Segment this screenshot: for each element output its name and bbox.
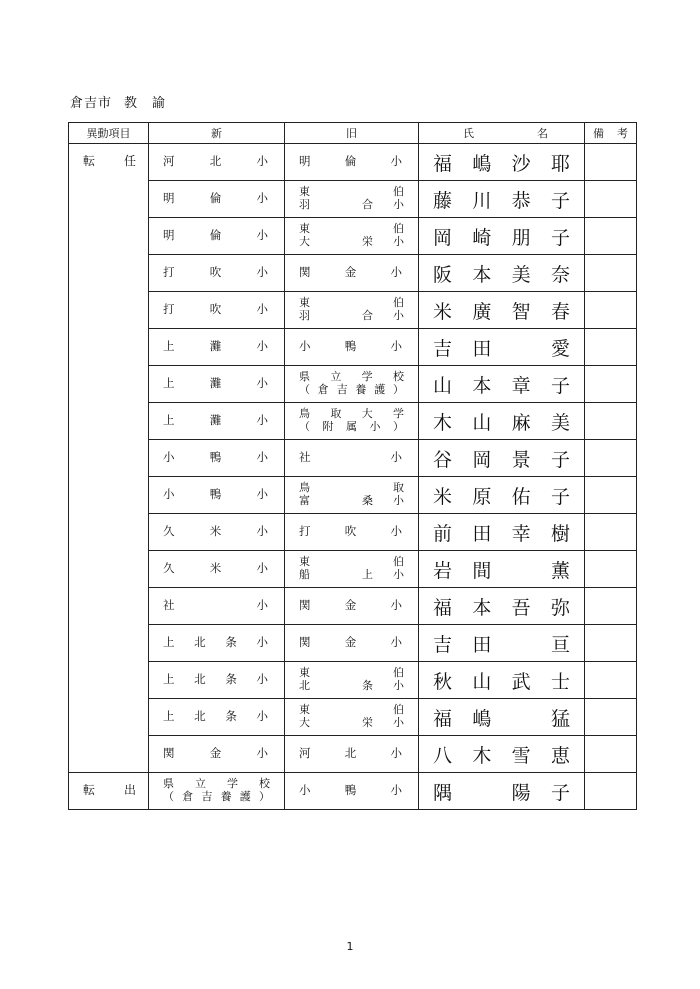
cell-note: [585, 736, 637, 773]
cell-name: [419, 477, 585, 514]
cell-new: [149, 181, 285, 218]
cell-type: [69, 588, 149, 625]
cell-note: [585, 292, 637, 329]
table-row: [69, 625, 637, 662]
new-school: 久 米 小: [163, 561, 268, 576]
cell-new: [149, 329, 285, 366]
cell-note: [585, 477, 637, 514]
cell-note: [585, 699, 637, 736]
cell-note: [585, 366, 637, 403]
table-row: [69, 218, 637, 255]
table-row: [69, 366, 637, 403]
cell-note: [585, 551, 637, 588]
header-old: 旧: [285, 123, 419, 144]
cell-note: [585, 403, 637, 440]
cell-new: [149, 662, 285, 699]
cell-name: [419, 329, 585, 366]
person-name: 吉 田 亘: [433, 633, 570, 656]
table-row: [69, 773, 637, 810]
cell-name: [419, 773, 585, 810]
cell-type: [69, 292, 149, 329]
new-school: [149, 778, 284, 803]
person-name: 前 田 幸 樹: [433, 522, 570, 545]
new-school: 上 北 条 小: [163, 709, 268, 724]
cell-old: [285, 329, 419, 366]
cell-type: [69, 440, 149, 477]
cell-type: [69, 662, 149, 699]
new-school: 明 倫 小: [163, 228, 268, 243]
transfer-type: 転 任: [83, 154, 136, 168]
personnel-table: [68, 122, 637, 810]
new-school: 河 北 小: [163, 154, 268, 169]
old-school: [285, 408, 418, 433]
table-row: [69, 514, 637, 551]
person-name: 阪 本 美 奈: [433, 263, 570, 286]
cell-old: [285, 551, 419, 588]
new-school: 上 灘 小: [163, 413, 268, 428]
cell-name: [419, 625, 585, 662]
person-name: 谷 岡 景 子: [433, 448, 570, 471]
cell-old: [285, 181, 419, 218]
old-school: 明 倫 小: [299, 154, 402, 169]
cell-name: [419, 588, 585, 625]
cell-type: [69, 736, 149, 773]
header-new: 新: [149, 123, 285, 144]
old-school-line1: 県 立 学 校: [299, 370, 404, 384]
table-row: [69, 662, 637, 699]
header-type: 異動項目: [69, 123, 149, 144]
new-school: 小 鴨 小: [163, 487, 268, 502]
person-name: 米 原 佑 子: [433, 485, 570, 508]
cell-old: [285, 514, 419, 551]
cell-type: [69, 218, 149, 255]
cell-old: [285, 218, 419, 255]
table-row: [69, 699, 637, 736]
cell-new: [149, 588, 285, 625]
table-row: [69, 329, 637, 366]
cell-new: [149, 699, 285, 736]
new-school: 関 金 小: [163, 746, 268, 761]
old-school: 東 伯 羽 合 小: [299, 296, 404, 322]
cell-old: [285, 699, 419, 736]
old-school: 小 鴨 小: [299, 783, 402, 798]
cell-old: [285, 625, 419, 662]
cell-type: [69, 366, 149, 403]
cell-new: [149, 292, 285, 329]
transfer-type: 転 出: [83, 783, 136, 797]
cell-new: [149, 144, 285, 181]
cell-note: [585, 514, 637, 551]
cell-old: [285, 773, 419, 810]
old-school-line1: 鳥 取 大 学: [299, 407, 404, 421]
old-school: 関 金 小: [299, 635, 402, 650]
person-name: 八 木 雪 恵: [433, 744, 570, 767]
cell-old: [285, 255, 419, 292]
cell-name: [419, 440, 585, 477]
cell-old: [285, 477, 419, 514]
cell-new: [149, 551, 285, 588]
old-school: 東 伯 大 栄 小: [299, 222, 404, 248]
cell-note: [585, 773, 637, 810]
cell-old: [285, 736, 419, 773]
cell-note: [585, 329, 637, 366]
cell-old: [285, 144, 419, 181]
cell-name: [419, 699, 585, 736]
cell-new: [149, 255, 285, 292]
cell-new: [149, 736, 285, 773]
new-school-line1: 県 立 学 校: [163, 777, 270, 791]
person-name: 隅 陽 子: [433, 781, 570, 804]
table-row: [69, 255, 637, 292]
old-school: 東 伯 北 条 小: [299, 666, 404, 692]
table-row: [69, 403, 637, 440]
old-school: [285, 371, 418, 396]
cell-new: [149, 218, 285, 255]
cell-new: [149, 514, 285, 551]
cell-note: [585, 625, 637, 662]
old-school: 小 鴨 小: [299, 339, 402, 354]
header-name: 氏 名: [419, 123, 585, 144]
cell-name: [419, 514, 585, 551]
cell-old: [285, 366, 419, 403]
cell-type: [69, 625, 149, 662]
cell-type: [69, 144, 149, 181]
cell-old: [285, 588, 419, 625]
old-school: 鳥 取 富 桑 小: [299, 481, 404, 507]
table-row: [69, 292, 637, 329]
cell-note: [585, 218, 637, 255]
table-row: [69, 588, 637, 625]
cell-name: [419, 551, 585, 588]
new-school-line2: （ 倉 吉 養 護 ）: [163, 790, 270, 803]
cell-type: [69, 514, 149, 551]
person-name: 岡 崎 朋 子: [433, 226, 570, 249]
table-header-row: [69, 123, 637, 144]
old-school: 関 金 小: [299, 598, 402, 613]
cell-type: [69, 403, 149, 440]
old-school-line2: （ 倉 吉 養 護 ）: [299, 383, 404, 396]
cell-note: [585, 588, 637, 625]
old-school: 社 小: [299, 450, 402, 465]
cell-name: [419, 736, 585, 773]
new-school: 上 灘 小: [163, 339, 268, 354]
new-school: 久 米 小: [163, 524, 268, 539]
table-row: [69, 551, 637, 588]
table-row: [69, 477, 637, 514]
cell-note: [585, 255, 637, 292]
person-name: 福 嶋 猛: [433, 707, 570, 730]
cell-new: [149, 403, 285, 440]
old-school: 東 伯 大 栄 小: [299, 703, 404, 729]
cell-type: [69, 551, 149, 588]
person-name: 山 本 章 子: [433, 374, 570, 397]
old-school: 打 吹 小: [299, 524, 402, 539]
table-row: [69, 181, 637, 218]
cell-name: [419, 255, 585, 292]
cell-note: [585, 181, 637, 218]
person-name: 藤 川 恭 子: [433, 189, 570, 212]
cell-name: [419, 403, 585, 440]
person-name: 福 嶋 沙 耶: [433, 152, 570, 175]
cell-type: [69, 699, 149, 736]
old-school: 東 伯 船 上 小: [299, 555, 404, 581]
new-school: 明 倫 小: [163, 191, 268, 206]
person-name: 米 廣 智 春: [433, 300, 570, 323]
person-name: 吉 田 愛: [433, 337, 570, 360]
person-name: 秋 山 武 士: [433, 670, 570, 693]
header-note: 備 考: [585, 123, 637, 144]
cell-old: [285, 403, 419, 440]
cell-type: [69, 181, 149, 218]
cell-old: [285, 440, 419, 477]
table-row: [69, 144, 637, 181]
cell-new: [149, 440, 285, 477]
cell-name: [419, 218, 585, 255]
cell-note: [585, 144, 637, 181]
person-name: 岩 間 薫: [433, 559, 570, 582]
cell-name: [419, 144, 585, 181]
old-school: 河 北 小: [299, 746, 402, 761]
cell-new: [149, 477, 285, 514]
cell-type: [69, 773, 149, 810]
new-school: 打 吹 小: [163, 302, 268, 317]
table-row: [69, 736, 637, 773]
cell-note: [585, 662, 637, 699]
cell-new: [149, 366, 285, 403]
table-row: [69, 440, 637, 477]
new-school: 上 灘 小: [163, 376, 268, 391]
new-school: 社 小: [163, 598, 268, 613]
old-school: 東 伯 羽 合 小: [299, 185, 404, 211]
cell-new: [149, 625, 285, 662]
cell-old: [285, 292, 419, 329]
cell-name: [419, 662, 585, 699]
new-school: 打 吹 小: [163, 265, 268, 280]
cell-name: [419, 181, 585, 218]
new-school: 小 鴨 小: [163, 450, 268, 465]
page-number: 1: [346, 940, 354, 953]
cell-name: [419, 292, 585, 329]
new-school: 上 北 条 小: [163, 635, 268, 650]
cell-type: [69, 255, 149, 292]
old-school-line2: （ 附 属 小 ）: [299, 420, 404, 433]
cell-type: [69, 477, 149, 514]
person-name: 福 本 吾 弥: [433, 596, 570, 619]
title-position: 教 諭: [124, 96, 167, 111]
cell-new: [149, 773, 285, 810]
cell-old: [285, 662, 419, 699]
cell-name: [419, 366, 585, 403]
new-school: 上 北 条 小: [163, 672, 268, 687]
cell-note: [585, 440, 637, 477]
person-name: 木 山 麻 美: [433, 411, 570, 434]
title-city: 倉吉市: [70, 96, 113, 111]
old-school: 関 金 小: [299, 265, 402, 280]
cell-type: [69, 329, 149, 366]
document-title: [70, 92, 166, 111]
